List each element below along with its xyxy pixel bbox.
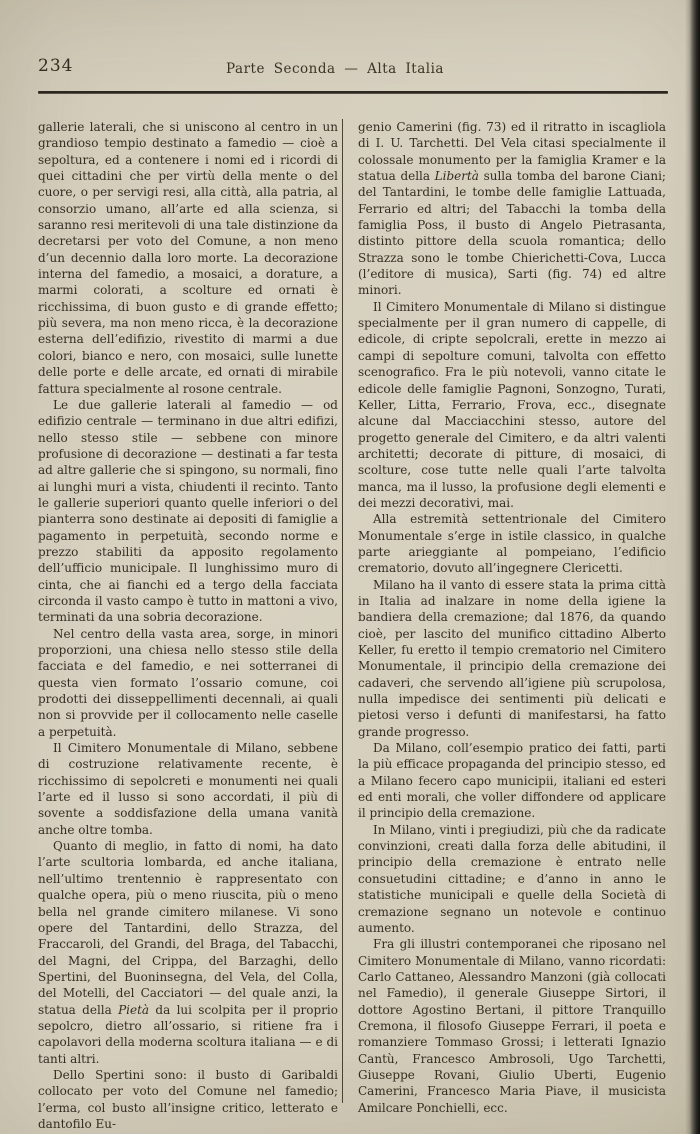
- paragraph: Il Cimitero Monumentale di Milano si distingue specialmente per il gran numero di cappelle, di edicole, di cripte sepolcrali, erette in mezzo ai campi di sepolture comuni, talvolta con effetto scenografico. Fra le più notevoli, vanno citate le edicole delle famiglie Pagnoni, Sonzogno, Turati, Keller, Litta, Ferrario, Frova, ecc., disegnate alcune dal Macciacchini stesso, autore del progetto generale del Cimitero, e da altri valenti architetti; decorate di pitture, di mosaici, di scolture, cose tutte nelle quali l’arte talvolta manca, ma il lusso, la profusione degli elementi e dei mezzi decorativi, mai.: [358, 299, 666, 510]
- paragraph: Dello Spertini sono: il busto di Garibaldi collocato per voto del Comune nel famedio; l’erma, col busto all’insigne critico, letterato e dantofilo Eu-: [38, 1067, 338, 1131]
- paragraph: gallerie laterali, che si uniscono al centro in un grandioso tempio destinato a famedio — cioè a sepoltura, ed a contenere i nomi ed i ricordi di quei cittadini che per virtù della mente o del cuore, o per servigi resi, alla città, alla patria, al consorzio umano, all’arte ed alla scienza, si saranno resi meritevoli di una tale distinzione da decretarsi per voto del Comune, a non meno d’un decennio dalla loro morte. La decorazione interna del famedio, a mosaici, a dorature, a marmi colorati, a scolture ed ornati è ricchissima, di buon gusto e di grande effetto; più severa, ma non meno ricca, è la decorazione esterna dell’edifizio, rivestito di marmi a due colori, bianco e nero, con mosaici, sulle lunette delle porte e delle arcate, ed ornati di mirabile fattura specialmente al rosone centrale.: [38, 120, 338, 396]
- paragraph: Fra gli illustri contemporanei che riposano nel Cimitero Monumentale di Milano, vanno ricordati: Carlo Cattaneo, Alessandro Manzoni (già collocati nel Famedio), il generale Giuseppe Sirtori, il dottore Agostino Bertani, il pittore Tranquillo Cremona, il filosofo Giuseppe Ferrari, il poeta e romanziere Tommaso Grossi; i letterati Ignazio Cantù, Francesco Ambrosoli, Ugo Tarchetti, Giuseppe Rovani, Giulio Uberti, Eugenio Camerini, Francesco Maria Piave, il musicista Amilcare Ponchielli, ecc.: [358, 937, 666, 1115]
- paragraph: In Milano, vinti i pregiudizi, più che da radicate convinzioni, creati dalla forza delle abitudini, il principio della cremazione è entrato nelle consuetudini cittadine; e d’anno in anno le statistiche municipali e quelle della Società di cremazione segnano un notevole e continuo aumento.: [358, 822, 666, 935]
- paragraph: Da Milano, coll’esempio pratico dei fatti, parti la più efficace propaganda del principio stesso, ed a Milano fecero capo municipii, italiani ed esteri ed enti morali, che voller diffondere od applicare il principio della cremazione.: [358, 741, 666, 821]
- paragraph: Il Cimitero Monumentale di Milano, sebbene di costruzione relativamente recente, è ricchissimo di sepolcreti e monumenti nei quali l’arte ed il lusso si sono accordati, il più di sovente a soddisfazione della umana vanità anche oltre tomba.: [38, 741, 338, 837]
- paragraph: genio Camerini (fig. 73) ed il ritratto in iscagliola di I. U. Tarchetti. Del Vela citasi specialmente il colossale monumento per la famiglia Kramer e la statua della Libertà sulla tomba del barone Ciani; del Tantardini, le tombe delle famiglie Lattuada, Ferrario ed altri; del Tabacchi la tomba della famiglia Poss, il busto di Angelo Pietrasanta, distinto pittore della scuola romantica; dello Strazza sono le tombe Chierichetti-Cova, Lucca (l’editore di musica), Sarti (fig. 74) ed altre minori.: [358, 120, 666, 298]
- column-divider: [342, 119, 343, 1103]
- text-columns: [38, 119, 670, 1132]
- paragraph: Milano ha il vanto di essere stata la prima città in Italia ad inalzare in nome della igiene la bandiera della cremazione; dal 1876, da quando cioè, per lascito del munifico cittadino Alberto Keller, fu eretto il tempio crematorio nel Cimitero Monumentale, il principio della cremazione dei cadaveri, che servendo all’igiene più scrupolosa, nulla impedisce dei sentimenti più delicati e pietosi verso i defunti di manifestarsi, ha fatto grande progresso.: [358, 577, 666, 739]
- right-column: [358, 119, 666, 1116]
- page-number: 234: [38, 56, 74, 76]
- paragraph: Quanto di meglio, in fatto di nomi, ha dato l’arte scultoria lombarda, ed anche italiana, nell’ultimo trentennio è rappresentato con qualche opera, più o meno riuscita, più o meno bella nel grande cimitero milanese. Vi sono opere del Tantardini, dello Strazza, del Fraccaroli, del Grandi, del Braga, del Tabacchi, del Magni, del Crippa, del Barzaghi, dello Spertini, del Buoninsegna, del Vela, del Colla, del Motelli, del Cacciatori — del quale anzi, la statua della Pietà da lui scolpita per il proprio sepolcro, dietro all’ossario, si ritiene fra i capolavori della moderna scoltura italiana — e di tanti altri.: [38, 839, 338, 1066]
- left-column: [38, 119, 338, 1132]
- paragraph: Le due gallerie laterali al famedio — od edifizio centrale — terminano in due altri edifizi, nello stesso stile — sebbene con minore profusione di decorazione — destinati a far testa ad altre gallerie che si spingono, su normali, fino ai lunghi muri a vista, chiudenti il recinto. Tanto le gallerie superiori quanto quelle inferiori o del pianterra sono destinate ai depositi di famiglie a pagamento in perpetuità, secondo norme e prezzo stabiliti da apposito regolamento dell’ufficio municipale. Il lunghissimo muro di cinta, che ai fianchi ed a tergo della facciata circonda il vasto campo è tutto in mattoni a vivo, terminati da una sobria decorazione.: [38, 397, 338, 625]
- paragraph: Nel centro della vasta area, sorge, in minori proporzioni, una chiesa nello stesso stile della facciata e del famedio, e nei sotterranei di questa vien formato l’ossario comune, coi prodotti dei disseppellimenti decennali, ai quali non si provvide per il collocamento nelle caselle a perpetuità.: [38, 626, 338, 739]
- running-header-title: Parte Seconda — Alta Italia: [226, 61, 444, 77]
- scan-edge-shadow: [685, 0, 700, 1134]
- header-rule: [38, 91, 668, 94]
- paragraph: Alla estremità settentrionale del Cimitero Monumentale s’erge in istile classico, in qualche parte arieggiante al pompeiano, l’edificio crematorio, dovuto all’ingegnere Clericetti.: [358, 512, 666, 576]
